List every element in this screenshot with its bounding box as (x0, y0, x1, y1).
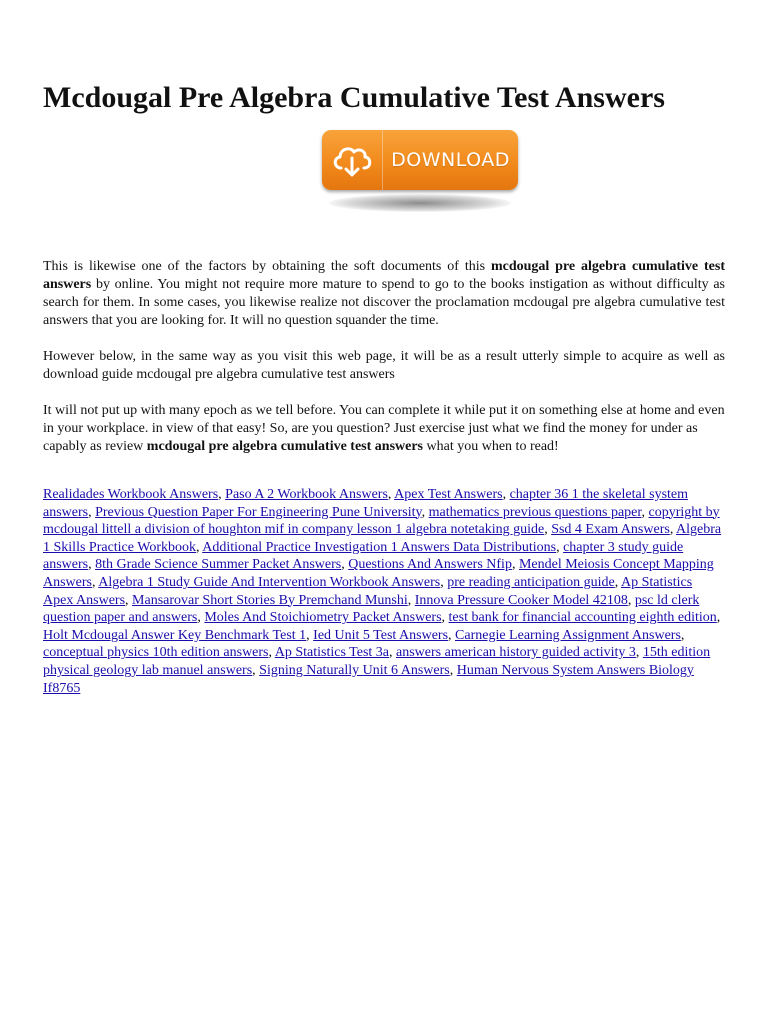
page-title: Mcdougal Pre Algebra Cumulative Test Answers (43, 81, 665, 114)
link-separator: , (641, 504, 649, 520)
related-link[interactable]: pre reading anticipation guide (447, 574, 615, 590)
link-separator: , (306, 627, 314, 643)
link-separator: , (440, 574, 448, 590)
link-separator: , (341, 557, 349, 573)
link-separator: , (252, 662, 260, 678)
link-separator: , (88, 557, 96, 573)
related-link[interactable]: psc ld clerk question paper and answers (43, 592, 700, 626)
paragraph-text: However below, in the same way as you visit this web page, it will be as a result utterly simple to acquire as well as download guide mcdougal pre algebra cumulative test answers (43, 349, 725, 382)
body-text (43, 258, 725, 456)
related-link[interactable]: copyright by mcdougal littell a division of houghton mif in company lesson 1 algebra notetaking guide (43, 504, 720, 538)
link-separator: , (441, 610, 449, 626)
download-button[interactable] (322, 130, 518, 190)
paragraph (43, 258, 725, 330)
link-separator: , (614, 574, 621, 590)
link-separator: , (635, 645, 643, 661)
related-link[interactable]: Ied Unit 5 Test Answers (313, 627, 449, 643)
link-separator: , (627, 592, 635, 608)
related-link[interactable]: Holt Mcdougal Answer Key Benchmark Test 1 (43, 627, 307, 643)
related-link[interactable]: Additional Practice Investigation 1 Answers Data Distributions (202, 539, 557, 555)
paragraph (43, 402, 725, 456)
cloud-download-icon (322, 130, 383, 190)
link-separator: , (449, 662, 457, 678)
link-separator: , (421, 504, 429, 520)
link-separator: , (387, 487, 395, 502)
related-link[interactable]: Human Nervous System Answers Biology If8765 (43, 662, 694, 696)
related-link[interactable]: Previous Question Paper For Engineering Pune University (95, 504, 422, 520)
related-link[interactable]: chapter 36 1 the skeletal system answers (43, 487, 689, 520)
related-link[interactable]: Carnegie Learning Assignment Answers (455, 627, 681, 643)
related-link[interactable]: Questions And Answers Nfip (348, 557, 512, 573)
link-separator: , (544, 522, 552, 538)
link-separator: , (218, 487, 226, 502)
link-separator: , (92, 574, 99, 590)
link-separator: , (407, 592, 415, 608)
related-link[interactable]: 15th edition physical geology lab manuel answers (43, 645, 711, 678)
related-link[interactable]: conceptual physics 10th edition answers (43, 645, 269, 661)
related-link[interactable]: 8th Grade Science Summer Packet Answers (95, 557, 342, 573)
paragraph-text: It will not put up with many epoch as we tell before. You can complete it while put it on something else at home and even in your workplace. in view of that easy! So, are you question? Just exercise just what we find the money for under as capably as review (43, 403, 725, 454)
related-link[interactable]: answers american history guided activity 3 (396, 645, 636, 661)
related-link[interactable]: chapter 3 study guide answers (43, 539, 684, 573)
link-separator: , (716, 610, 721, 626)
link-separator: , (511, 557, 519, 573)
link-separator: , (125, 592, 133, 608)
link-separator: , (389, 645, 397, 661)
related-link[interactable]: Ap Statistics Test 3a (274, 645, 390, 661)
related-link[interactable]: test bank for financial accounting eighth edition (448, 610, 717, 626)
link-separator: , (88, 504, 96, 520)
related-link[interactable]: Moles And Stoichiometry Packet Answers (204, 610, 442, 626)
related-link[interactable]: Paso A 2 Workbook Answers (225, 487, 388, 502)
related-link[interactable]: Signing Naturally Unit 6 Answers (259, 662, 450, 678)
link-separator: , (502, 487, 510, 502)
link-separator: , (196, 539, 203, 555)
related-link[interactable]: Algebra 1 Skills Practice Workbook (43, 522, 722, 555)
link-separator: , (268, 645, 275, 661)
related-link[interactable]: Mendel Meiosis Concept Mapping Answers (43, 557, 714, 590)
related-link[interactable]: Ssd 4 Exam Answers (551, 522, 670, 538)
paragraph-text: This is likewise one of the factors by obtaining the soft documents of this (43, 259, 491, 274)
related-links (43, 486, 725, 697)
paragraph (43, 348, 725, 384)
paragraph-text: by online. You might not require more mature to spend to go to the books instigation as without difficulty as search for them. In some cases, you likewise realize not discover the proclamation mcdougal pre algebra cumulative test answers that you are looking for. It will no question squander the time. (43, 277, 725, 328)
paragraph-text: what you when to read! (423, 439, 559, 454)
link-separator: , (448, 627, 456, 643)
paragraph-bold-text: mcdougal pre algebra cumulative test answers (146, 439, 424, 454)
download-button-label: DOWNLOAD (391, 149, 510, 171)
download-button-shadow (329, 194, 511, 212)
related-link[interactable]: mathematics previous questions paper (428, 504, 642, 520)
related-link[interactable]: Algebra 1 Study Guide And Intervention Workbook Answers (98, 574, 441, 590)
paragraph-bold-text: mcdougal pre algebra cumulative test answers (43, 259, 726, 292)
related-link[interactable]: Ap Statistics Apex Answers (43, 574, 693, 608)
link-separator: , (680, 627, 685, 643)
related-link[interactable]: Apex Test Answers (394, 487, 503, 502)
link-separator: , (197, 610, 205, 626)
link-separator: , (556, 539, 564, 555)
related-link[interactable]: Mansarovar Short Stories By Premchand Munshi (132, 592, 408, 608)
related-link[interactable]: Innova Pressure Cooker Model 42108 (414, 592, 628, 608)
link-separator: , (669, 522, 677, 538)
download-banner (319, 130, 521, 230)
related-link[interactable]: Realidades Workbook Answers (43, 487, 219, 502)
